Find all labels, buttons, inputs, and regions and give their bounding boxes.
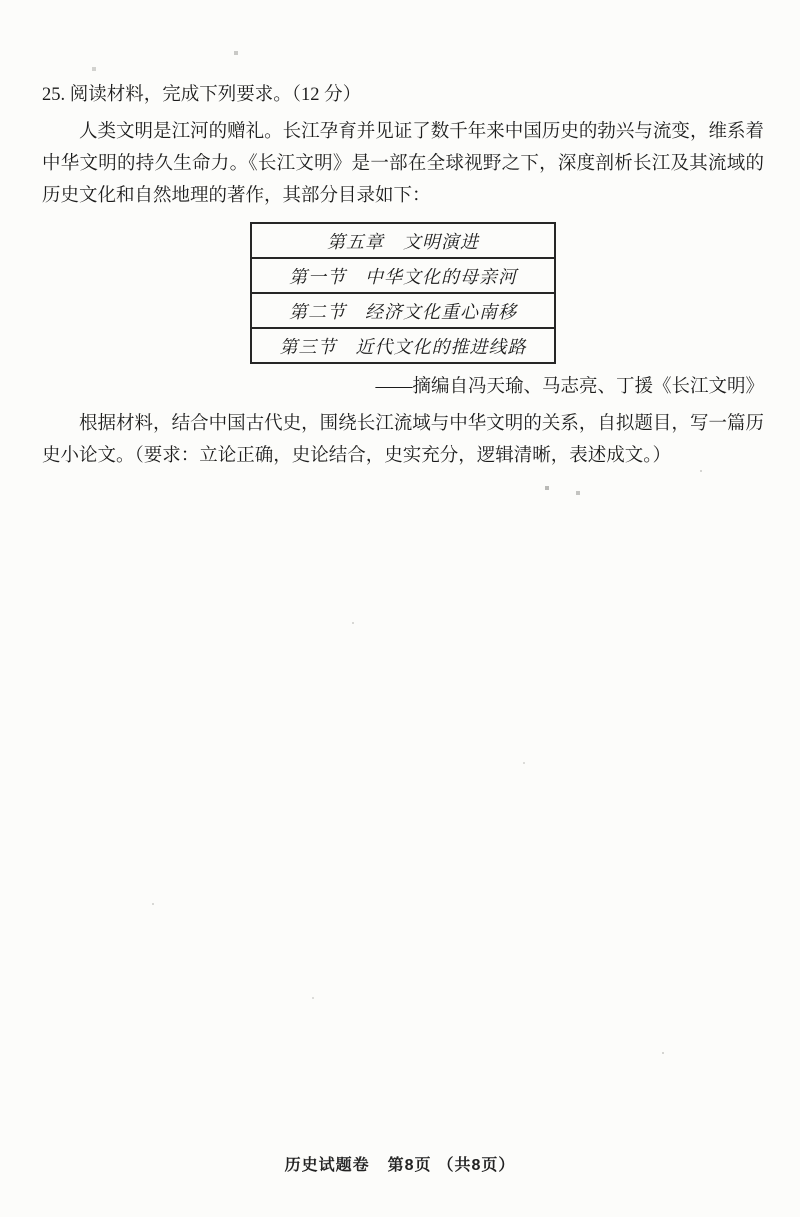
source-attribution: ——摘编自冯天瑜、马志亮、丁援《长江文明》 — [375, 377, 764, 397]
toc-row-section-3: 第三节 近代文化的推进线路 — [252, 327, 554, 362]
scan-noise-specks — [0, 0, 2, 2]
page-footer — [0, 1152, 800, 1175]
footer-total-pages: （共8页） — [437, 1157, 516, 1174]
footer-paper-name: 历史试题卷 — [284, 1157, 370, 1174]
footer-page-number: 第8页 — [387, 1157, 432, 1174]
task-paragraph: 根据材料，结合中国古代史，围绕长江流域与中华文明的关系，自拟题目，写一篇历史小论文。（要求：立论正确，史论结合，史实充分，逻辑清晰，表述成文。） — [42, 414, 764, 466]
toc-row-section-1: 第一节 中华文化的母亲河 — [252, 257, 554, 292]
exam-page-content — [42, 82, 764, 472]
toc-row-chapter: 第五章 文明演进 — [327, 231, 479, 252]
intro-paragraph: 人类文明是江河的赠礼。长江孕育并见证了数千年来中国历史的勃兴与流变，维系着中华文明的持久生命力。《长江文明》是一部在全球视野之下，深度剖析长江及其流域的历史文化和自然地理的著作，其部分目录如下： — [42, 122, 764, 206]
toc-table — [250, 222, 556, 364]
toc-row-section-2: 第二节 经济文化重心南移 — [252, 292, 554, 327]
question-heading: 25. 阅读材料，完成下列要求。（12 分） — [42, 85, 362, 105]
